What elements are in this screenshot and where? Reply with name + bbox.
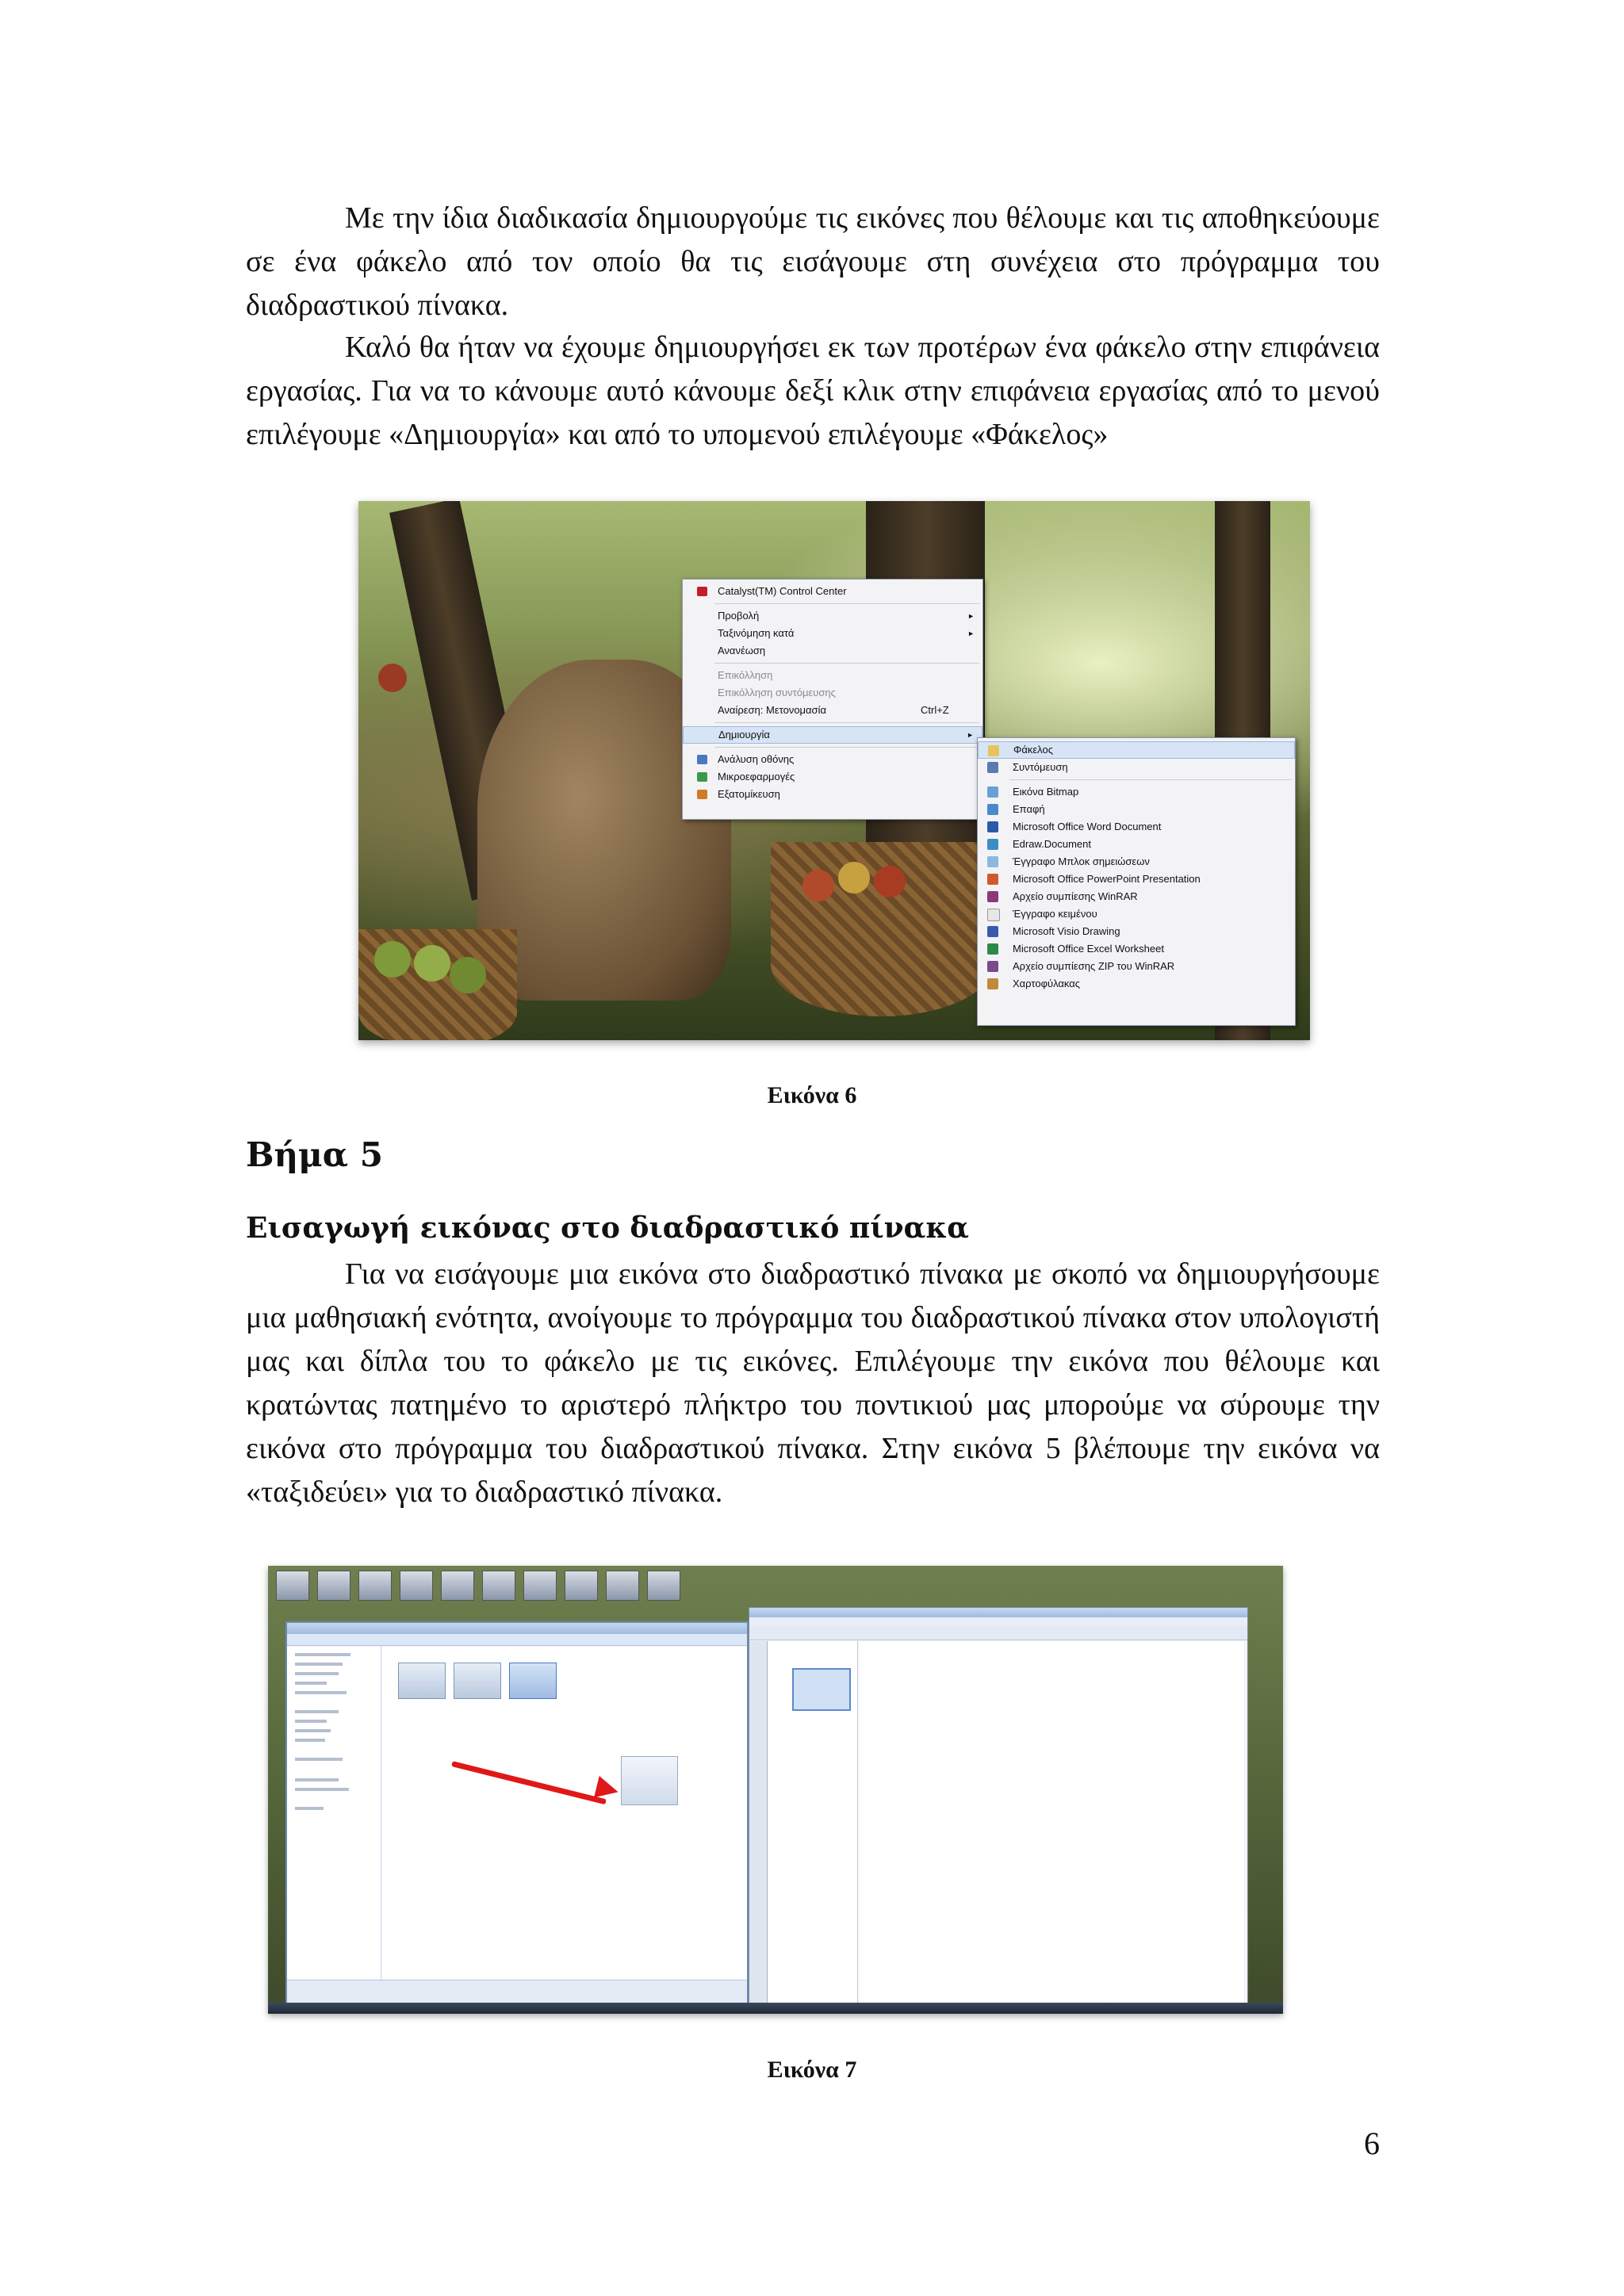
nav-item[interactable]: [295, 1653, 350, 1656]
menu-separator: [1009, 779, 1292, 780]
submenu-arrow-icon: ►: [967, 629, 975, 637]
text-document-icon: [987, 909, 1000, 921]
menu-item-new[interactable]: Δημιουργία ►: [683, 726, 982, 744]
smart-page-sorter[interactable]: [768, 1641, 858, 2012]
file-explorer-window[interactable]: [285, 1621, 749, 2009]
image-file-thumbnail[interactable]: [398, 1663, 446, 1699]
apple: [874, 866, 906, 897]
page-thumbnail[interactable]: [792, 1668, 851, 1711]
nav-item[interactable]: [295, 1672, 339, 1675]
desktop-shortcut-icon: [606, 1571, 639, 1601]
powerpoint-icon: [987, 874, 998, 885]
personalize-icon: [697, 790, 707, 799]
nav-item[interactable]: [295, 1778, 339, 1781]
image-file-thumbnail[interactable]: [454, 1663, 501, 1699]
smart-title-bar[interactable]: [749, 1608, 1247, 1617]
menu-item-personalize[interactable]: Εξατομίκευση: [683, 786, 982, 803]
explorer-navigation-pane[interactable]: [287, 1647, 381, 1980]
briefcase-icon: [987, 978, 998, 989]
apple: [374, 941, 411, 978]
menu-separator: [714, 747, 979, 748]
edraw-icon: [987, 839, 998, 850]
visio-icon: [987, 926, 998, 937]
figure-caption: Εικόνα 7: [767, 2057, 857, 2083]
apple: [414, 945, 450, 982]
explorer-file-list[interactable]: [382, 1647, 747, 1980]
submenu-arrow-icon: ►: [967, 612, 975, 620]
desktop-shortcut-icon: [400, 1571, 433, 1601]
apple: [450, 957, 486, 993]
word-document-icon: [987, 821, 998, 832]
shortcut-icon: [987, 762, 998, 773]
submenu-item-powerpoint[interactable]: Microsoft Office PowerPoint Presentation: [978, 871, 1295, 888]
notepad-icon: [987, 856, 998, 867]
nav-item[interactable]: [295, 1691, 347, 1694]
figure-drag-image-to-board: [268, 1566, 1283, 2014]
submenu-item-briefcase[interactable]: Χαρτοφύλακας: [978, 975, 1295, 993]
smart-whiteboard-canvas[interactable]: [859, 1641, 1244, 2009]
intro-paragraph: Με την ίδια διαδικασία δημιουργούμε τις εικόνες που θέλουμε και τις αποθηκεύουμε σε ένα φάκελο από τον οποίο θα τις εισάγουμε στη συνέχεια στο πρόγραμμα του διαδραστικού πίνακα.: [246, 201, 1380, 322]
menu-item-paste-shortcut: Επικόλληση συντόμευσης: [718, 687, 836, 698]
zip-icon: [987, 961, 998, 972]
excel-icon: [987, 943, 998, 955]
submenu-item-text-document[interactable]: Έγγραφο κειμένου: [978, 905, 1295, 923]
nav-item[interactable]: [295, 1720, 327, 1723]
explorer-toolbar[interactable]: [287, 1634, 747, 1646]
submenu-item-folder[interactable]: Φάκελος: [978, 741, 1295, 759]
gadgets-icon: [697, 772, 707, 782]
menu-separator: [714, 722, 979, 723]
desktop-icons-row: [268, 1566, 744, 1613]
apple: [838, 862, 870, 894]
desktop-shortcut-icon: [565, 1571, 598, 1601]
submenu-item-visio-drawing[interactable]: Microsoft Visio Drawing: [978, 923, 1295, 940]
smart-notebook-window[interactable]: [749, 1607, 1248, 2013]
apple: [802, 870, 834, 901]
folder-instructions-paragraph: Καλό θα ήταν να έχουμε δημιουργήσει εκ των προτέρων ένα φάκελο στην επιφάνεια εργασίας. Για να το κάνουμε αυτό κάνουμε δεξί κλικ στην επιφάνεια εργασίας από το μενού επιλέγουμε «Δημιουργία» και από το υπομενού επιλέγουμε «Φάκελος»: [246, 331, 1380, 451]
contact-icon: [987, 804, 998, 815]
nav-item[interactable]: [295, 1710, 339, 1713]
monitor-icon: [697, 755, 707, 764]
section-subtitle: Εισαγωγή εικόνας στο διαδραστικό πίνακα: [246, 1211, 970, 1245]
apple: [378, 664, 407, 692]
desktop-context-menu: [682, 579, 983, 820]
submenu-item-shortcut[interactable]: Συντόμευση: [978, 759, 1295, 776]
desktop-shortcut-icon: [276, 1571, 309, 1601]
submenu-item-bitmap[interactable]: Εικόνα Bitmap: [978, 783, 1295, 801]
menu-item-undo-rename[interactable]: Αναίρεση: Μετονομασία Ctrl+Z: [683, 702, 982, 719]
figure-desktop-context-menu: [358, 501, 1310, 1040]
nav-item[interactable]: [295, 1729, 331, 1732]
smart-menu-bar[interactable]: [749, 1617, 1247, 1625]
desktop-shortcut-icon: [358, 1571, 392, 1601]
menu-item-gadgets[interactable]: Μικροεφαρμογές: [683, 768, 982, 786]
smart-side-tabs[interactable]: [749, 1641, 768, 2012]
desktop-shortcut-icon: [523, 1571, 557, 1601]
winrar-icon: [987, 891, 998, 902]
insert-image-paragraph: Για να εισάγουμε μια εικόνα στο διαδραστικό πίνακα με σκοπό να δημιουργήσουμε μια μαθησιακή ενότητα, ανοίγουμε το πρόγραμμα του διαδραστικού πίνακα στον υπολογιστή μας και δίπλα του το φάκελο με τις εικόνες. Επιλέγουμε την εικόνα που θέλουμε και κρατώντας πατημένο το αριστερό πλήκτρο του ποντικιού μας μπορούμε να σύρουμε την εικόνα στο πρόγραμμα του διαδραστικού πίνακα. Στην εικόνα 5 βλέπουμε την εικόνα να «ταξιδεύει» για το διαδραστικό πίνακα.: [246, 1257, 1380, 1509]
submenu-item-excel-worksheet[interactable]: Microsoft Office Excel Worksheet: [978, 940, 1295, 958]
menu-separator: [714, 663, 979, 664]
submenu-item-contact[interactable]: Επαφή: [978, 801, 1295, 818]
nav-item[interactable]: [295, 1788, 349, 1791]
step-heading: Βήμα 5: [246, 1135, 383, 1174]
menu-item-paste: Επικόλληση: [718, 669, 773, 681]
desktop-shortcut-icon: [441, 1571, 474, 1601]
nav-item[interactable]: [295, 1682, 327, 1685]
catalyst-icon: [697, 587, 707, 596]
menu-item-refresh[interactable]: Ανανέωση: [718, 645, 766, 656]
menu-item-screen-resolution[interactable]: Ανάλυση οθόνης: [683, 751, 982, 768]
bitmap-icon: [987, 786, 998, 798]
nav-item[interactable]: [295, 1663, 343, 1666]
desktop-shortcut-icon: [317, 1571, 350, 1601]
folder-icon: [988, 745, 999, 756]
menu-item-sort-by[interactable]: Ταξινόμηση κατά ►: [683, 625, 982, 642]
image-file-thumbnail[interactable]: [509, 1663, 557, 1699]
submenu-item-zip-archive[interactable]: Αρχείο συμπίεσης ZIP του WinRAR: [978, 958, 1295, 975]
desktop-shortcut-icon: [482, 1571, 515, 1601]
shortcut-label: Ctrl+Z: [921, 704, 949, 716]
nav-item[interactable]: [295, 1758, 343, 1761]
new-submenu: [977, 737, 1296, 1026]
submenu-item-notepad-document[interactable]: Έγγραφο Μπλοκ σημειώσεων: [978, 853, 1295, 871]
menu-item-catalyst[interactable]: Catalyst(TM) Control Center: [683, 583, 982, 600]
figure-caption: Εικόνα 6: [767, 1082, 857, 1108]
menu-item-view[interactable]: Προβολή ►: [683, 607, 982, 625]
submenu-item-edraw-document[interactable]: Edraw.Document: [978, 836, 1295, 853]
desktop-shortcut-icon: [647, 1571, 680, 1601]
explorer-title-bar[interactable]: [287, 1623, 747, 1634]
submenu-item-word-document[interactable]: Microsoft Office Word Document: [978, 818, 1295, 836]
page-number: 6: [1364, 2126, 1380, 2161]
submenu-item-winrar-archive[interactable]: Αρχείο συμπίεσης WinRAR: [978, 888, 1295, 905]
dragged-image-thumbnail[interactable]: [621, 1756, 678, 1805]
taskbar[interactable]: [268, 2003, 1283, 2014]
nav-item[interactable]: [295, 1739, 325, 1742]
submenu-arrow-icon: ►: [967, 731, 974, 739]
nav-item[interactable]: [295, 1807, 324, 1810]
menu-separator: [714, 603, 979, 604]
smart-toolbar[interactable]: [749, 1625, 1247, 1640]
